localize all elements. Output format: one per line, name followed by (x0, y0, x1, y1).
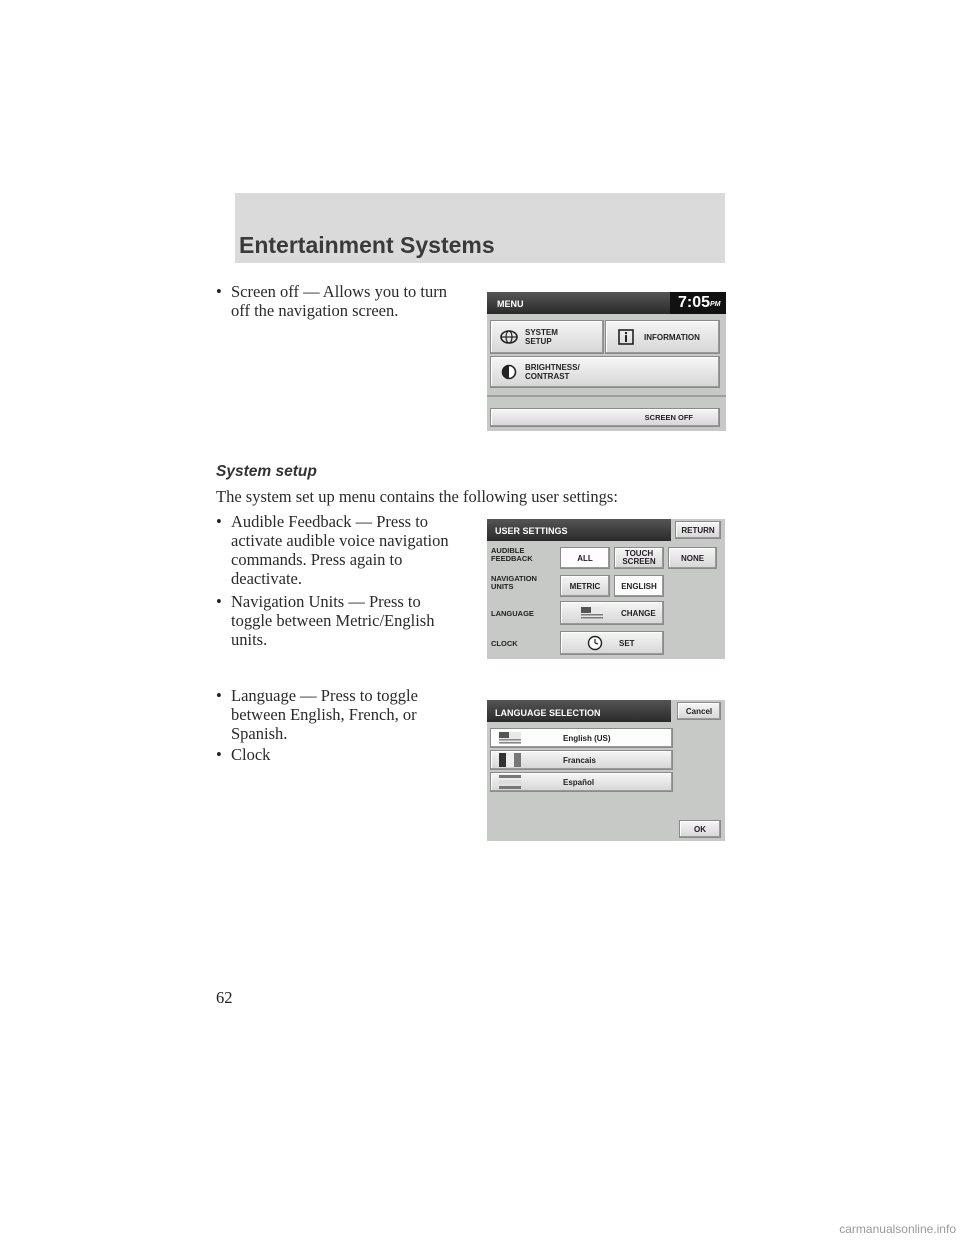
screen-off-text-line2: off the navigation screen. (231, 301, 399, 320)
francais-label: Francais (563, 755, 596, 765)
touch-label-2: SCREEN (622, 557, 656, 566)
language-option-francais[interactable] (490, 750, 673, 770)
watermark: carmanualsonline.info (839, 1222, 956, 1236)
brightness-label-2: CONTRAST (525, 372, 570, 381)
navigation-units-label (491, 575, 537, 591)
clock-set-button[interactable] (560, 631, 664, 655)
nav-units-label-1: NAVIGATION (491, 574, 537, 583)
nav-units-label-2: UNITS (491, 582, 514, 591)
language-change-button[interactable] (560, 601, 664, 625)
audible-label-1: AUDIBLE (491, 546, 525, 555)
touch-label-1: TOUCH (624, 549, 654, 558)
information-button[interactable] (605, 320, 720, 354)
bullet-glyph: • (216, 745, 222, 764)
clock-icon (587, 635, 603, 651)
screen-off-button[interactable] (490, 408, 720, 427)
audible-text-line4: deactivate. (231, 569, 302, 588)
ok-label: OK (694, 824, 706, 834)
clock-label: CLOCK (491, 639, 518, 648)
french-flag-icon (499, 753, 521, 767)
language-titlebar (487, 700, 671, 722)
clock-text: Clock (231, 745, 271, 764)
espanol-label: Español (563, 777, 595, 787)
menu-title: MENU (497, 299, 524, 309)
menu-screen-image (487, 292, 726, 431)
audible-all-button[interactable] (560, 547, 610, 569)
english-button[interactable] (614, 575, 664, 597)
none-label: NONE (680, 553, 705, 563)
language-label: LANGUAGE (491, 609, 534, 618)
ok-button[interactable] (679, 820, 721, 838)
info-icon (618, 329, 634, 345)
nav-units-text-line2: toggle between Metric/English (231, 611, 435, 630)
page-header-title: Entertainment Systems (239, 232, 495, 258)
bullet-glyph: • (216, 282, 222, 301)
spanish-flag-icon (499, 775, 521, 789)
language-text-line2: between English, French, or (231, 705, 417, 724)
user-settings-title: USER SETTINGS (495, 526, 568, 536)
bullet-glyph: • (216, 512, 222, 531)
nav-units-text-line1: Navigation Units — Press to (231, 592, 421, 611)
audible-text-line3: commands. Press again to (231, 550, 403, 569)
audible-none-button[interactable] (668, 547, 717, 569)
language-option-english[interactable] (490, 728, 673, 748)
cancel-label: Cancel (685, 706, 713, 716)
flag-icon (581, 607, 603, 619)
audible-feedback-label (491, 547, 533, 563)
brightness-icon (501, 364, 517, 380)
return-button[interactable] (675, 521, 721, 539)
language-selection-screen-image (487, 700, 725, 841)
user-settings-titlebar (487, 519, 671, 541)
all-label: ALL (577, 553, 593, 563)
language-text-line3: Spanish. (231, 724, 288, 743)
bullet-glyph: • (216, 686, 222, 705)
language-option-espanol[interactable] (490, 772, 673, 792)
clock-ampm: PM (710, 301, 721, 308)
audible-label-2: FEEDBACK (491, 554, 533, 563)
audible-text-line1: Audible Feedback — Press to (231, 512, 429, 531)
brightness-contrast-button[interactable] (490, 356, 720, 388)
cancel-button[interactable] (677, 702, 721, 720)
audible-touch-screen-button[interactable] (614, 547, 664, 569)
set-label: SET (619, 638, 635, 648)
change-label: CHANGE (621, 608, 656, 618)
screen-off-text-line1: Screen off — Allows you to turn (231, 282, 448, 301)
screen-off-label: SCREEN OFF (644, 413, 693, 422)
globe-icon (499, 330, 519, 344)
system-setup-button[interactable] (490, 320, 604, 354)
system-setup-label-1: SYSTEM (525, 328, 558, 337)
clock-display (670, 292, 726, 314)
section-intro: The system set up menu contains the following user settings: (216, 487, 618, 506)
system-setup-label-2: SETUP (525, 337, 552, 346)
language-selection-title: LANGUAGE SELECTION (495, 708, 601, 718)
bullet-glyph: • (216, 592, 222, 611)
return-label: RETURN (681, 525, 715, 535)
language-text-line1: Language — Press to toggle (231, 686, 418, 705)
menu-titlebar (487, 292, 726, 314)
nav-units-text-line3: units. (231, 630, 268, 649)
english-us-label: English (US) (563, 733, 611, 743)
information-label: INFORMATION (644, 332, 700, 342)
clock-time: 7:05 (678, 294, 711, 311)
section-heading: System setup (216, 463, 317, 480)
metric-button[interactable] (560, 575, 610, 597)
page-number: 62 (216, 988, 233, 1007)
metric-label: METRIC (569, 581, 601, 591)
us-flag-icon (499, 732, 521, 744)
user-settings-screen-image (487, 519, 725, 659)
english-label: ENGLISH (621, 581, 657, 591)
brightness-label-1: BRIGHTNESS/ (525, 363, 580, 372)
menu-divider (487, 395, 726, 397)
audible-text-line2: activate audible voice navigation (231, 531, 449, 550)
